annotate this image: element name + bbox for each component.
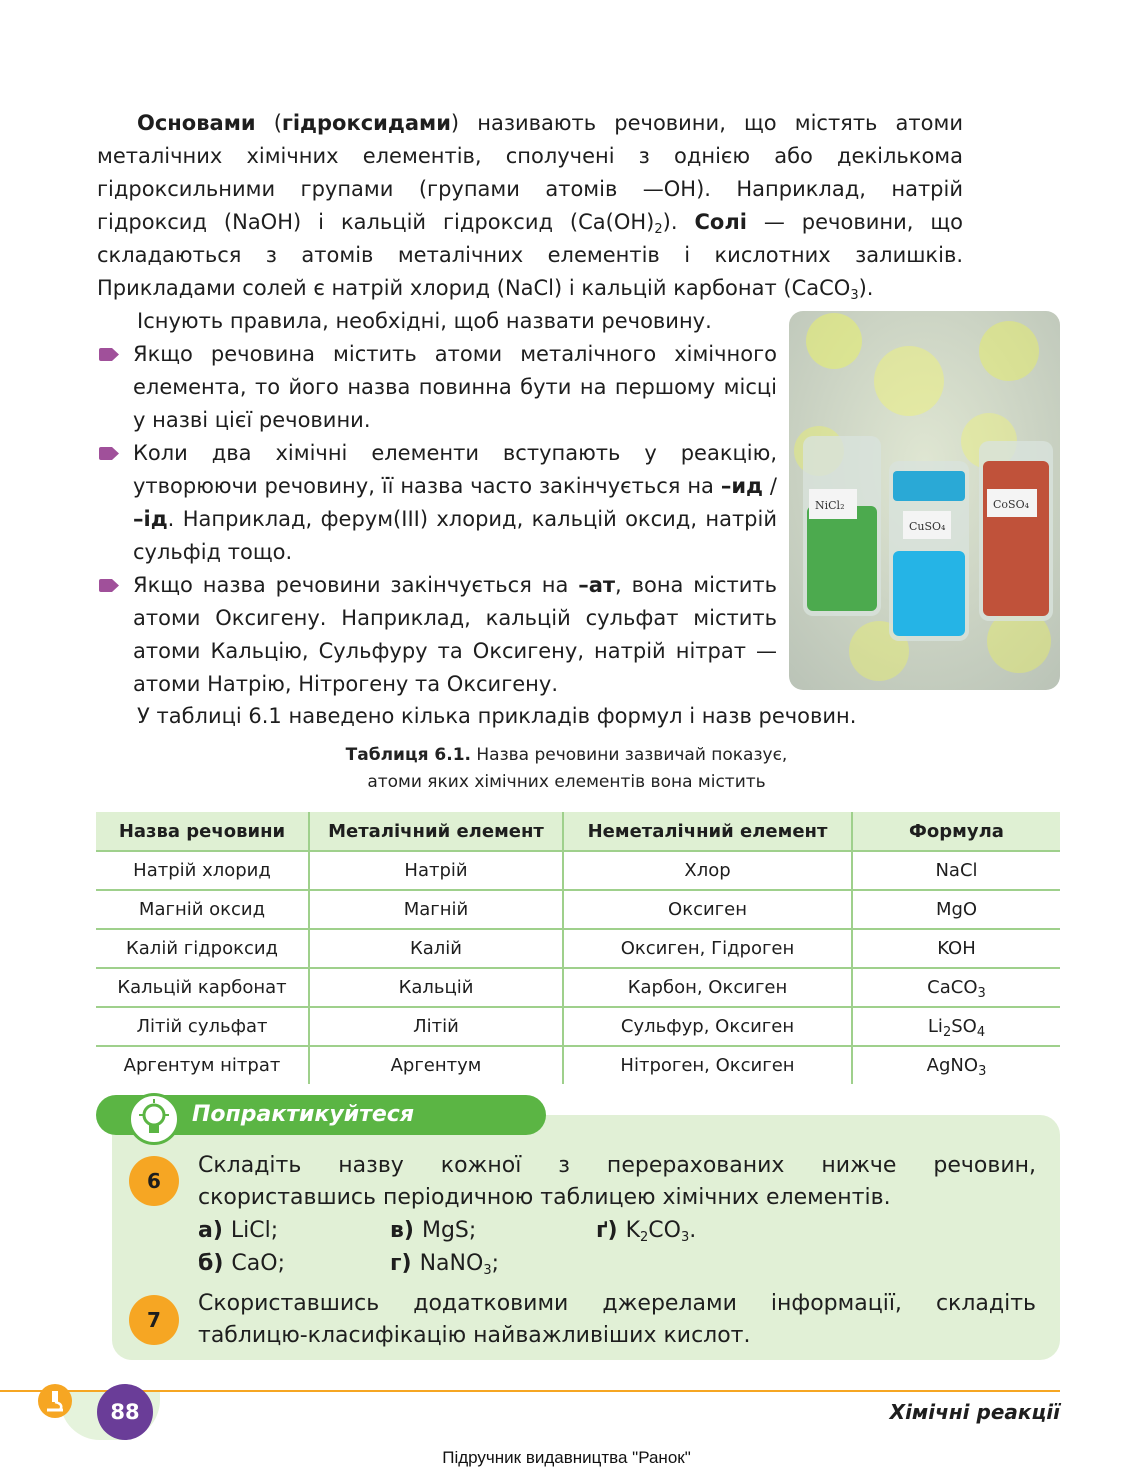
practice-title: Попрактикуйтеся xyxy=(192,1102,414,1127)
suffix-id: –ид xyxy=(720,474,764,498)
formula-cell: AgNO$_3$ xyxy=(926,1055,987,1079)
rule-text: Якщо речовина містить атоми металічного хімічного елемента, то його назва повинна бути на першому місці у назві цієї речовини. xyxy=(133,342,777,432)
suffix-at: –ат xyxy=(578,573,616,597)
microscope-icon xyxy=(38,1384,72,1418)
rule-text: Якщо назва речовини закінчується на xyxy=(133,573,569,597)
formula-cell: KOH xyxy=(852,929,1060,968)
task-number-badge: 7 xyxy=(129,1295,179,1345)
option-label: в) xyxy=(390,1218,414,1243)
formula-cell: CaCO$_3$ xyxy=(852,968,1060,1007)
table-cell: Натрій xyxy=(309,851,563,890)
jar-label: NiCl₂ xyxy=(815,499,845,512)
column-header: Неметалічний елемент xyxy=(563,812,852,851)
lightbulb-puzzle-icon xyxy=(128,1093,180,1145)
rule-item xyxy=(97,437,777,569)
substances-table xyxy=(96,812,1060,1084)
arrow-bullet-icon xyxy=(99,348,119,361)
option-item xyxy=(198,1215,278,1247)
rule-text: , вона містить атоми Оксигену. Наприклад, кальцій сульфат містить атоми Кальцію, Сульфуру та Оксигену, натрій нітрат — атоми Натрію, Нітрогену та Оксигену. xyxy=(133,573,777,696)
table-cell: Літій сульфат xyxy=(96,1007,309,1046)
page-number: 88 xyxy=(97,1384,153,1440)
intro-paragraph: Основами (гідроксидами) називають речовини, що містять атоми металічних хімічних елементів, сполучені з однією або декількома гідроксильними групами (групами атомів —OH). Наприклад, натрій гідроксид (NaOH) і кальцій гідроксид $(Ca(OH)_2)$. Солі — речовини, що складаються з атомів металічних елементів і кислотних залишків. Прикладами солей є натрій хлорид (NaCl) і кальцій карбонат (CaCO$_3$). xyxy=(97,111,963,303)
option-label: г) xyxy=(390,1251,412,1276)
intro-text-4: ). xyxy=(858,276,874,300)
jar-label: CoSO₄ xyxy=(993,498,1030,511)
publisher-note: Підручник видавництва "Ранок" xyxy=(442,1448,691,1467)
task-number-badge: 6 xyxy=(129,1156,179,1206)
table-cell: Кальцій xyxy=(309,968,563,1007)
table-caption xyxy=(0,742,1133,796)
rules-intro: Існують правила, необхідні, щоб назвати речовину. xyxy=(137,309,712,333)
formula-cell: NaCl xyxy=(852,851,1060,890)
term-salts: Солі xyxy=(694,210,747,234)
intro-text-2: ). xyxy=(662,210,678,234)
task-6-text: Складіть назву кожної з перерахованих нижче речовин, скориставшись періодичною таблицею хімічних елементів. xyxy=(198,1153,1036,1210)
table-cell: Сульфур, Оксиген xyxy=(563,1007,852,1046)
term-bases: Основами xyxy=(137,111,256,135)
rule-text: . Наприклад, ферум(III) хлорид, кальцій оксид, натрій сульфід тощо. xyxy=(133,507,777,564)
column-header: Формула xyxy=(852,812,1060,851)
table-row xyxy=(96,968,1060,1007)
option-value: LiCl; xyxy=(230,1218,279,1243)
table-cell: Натрій хлорид xyxy=(96,851,309,890)
option-item xyxy=(596,1215,696,1247)
option-value: CaO; xyxy=(231,1251,285,1276)
option-label: б) xyxy=(198,1251,224,1276)
table-cell: Літій xyxy=(309,1007,563,1046)
caption-line-2: атоми яких хімічних елементів вона містить xyxy=(367,772,766,792)
subscript: 3 xyxy=(850,288,859,303)
column-header: Металічний елемент xyxy=(309,812,563,851)
option-value: NaNO$_3$; xyxy=(419,1251,500,1278)
table-cell: Калій гідроксид xyxy=(96,929,309,968)
table-cell: Калій xyxy=(309,929,563,968)
table-cell: Карбон, Оксиген xyxy=(563,968,852,1007)
table-row xyxy=(96,929,1060,968)
option-value: MgS; xyxy=(421,1218,477,1243)
table-row xyxy=(96,1046,1060,1084)
table-cell: Оксиген xyxy=(563,890,852,929)
salts-jars-photo xyxy=(789,311,1060,690)
task-7-text: Скориставшись додатковими джерелами інформації, складіть таблицю-класифікацію найважливіших кислот. xyxy=(198,1291,1036,1348)
table-cell: Магній xyxy=(309,890,563,929)
table-cell: Магній оксид xyxy=(96,890,309,929)
intro-text-3: — речовини, що складаються з атомів металічних елементів і кислотних залишків. Прикладами солей є натрій хлорид (NaCl) і кальцій карбонат (CaCO xyxy=(97,210,963,300)
table-header-row xyxy=(96,812,1060,851)
option-value: $K_2CO_3$. xyxy=(625,1218,697,1245)
table-cell: Аргентум xyxy=(309,1046,563,1084)
jars-illustration xyxy=(789,311,1060,690)
option-item xyxy=(198,1248,285,1280)
option-item xyxy=(390,1215,476,1247)
table-cell: Хлор xyxy=(563,851,852,890)
arrow-bullet-icon xyxy=(99,447,119,460)
subscript: 2 xyxy=(654,222,663,237)
formula-cell: $Li_2SO_4$ xyxy=(852,1007,1060,1046)
table-intro-text: У таблиці 6.1 наведено кілька прикладів формул і назв речовин. xyxy=(137,704,857,728)
column-header: Назва речовини xyxy=(96,812,309,851)
separator: / xyxy=(769,474,777,498)
table-cell: Оксиген, Гідроген xyxy=(563,929,852,968)
table-row xyxy=(96,851,1060,890)
option-label: ґ) xyxy=(596,1218,618,1243)
intro-text-1: називають речовини, що містять атоми металічних хімічних елементів, сполучені з однією або декількома гідроксильними групами (групами атомів —OH). Наприклад, натрій гідроксид (NaOH) і кальцій гідроксид (Ca(OH) xyxy=(97,111,963,234)
caption-line-1: Назва речовини зазвичай показує, xyxy=(476,745,788,765)
caption-label: Таблиця 6.1. xyxy=(345,745,471,765)
table-row xyxy=(96,1007,1060,1046)
rule-item xyxy=(97,569,777,701)
rule-text: Коли два хімічні елементи вступають у реакцію, утворюючи речовину, її назва часто закінчується на xyxy=(133,441,777,498)
term-hydroxides: гідроксидами xyxy=(281,111,451,135)
jar-label: CuSO₄ xyxy=(909,520,946,533)
suffix-id-ua: –ід xyxy=(133,507,168,531)
table-cell: Нітроген, Оксиген xyxy=(563,1046,852,1084)
table-cell: Аргентум нітрат xyxy=(96,1046,309,1084)
table-row xyxy=(96,890,1060,929)
rules-list xyxy=(97,305,777,701)
option-label: а) xyxy=(198,1218,223,1243)
section-title: Хімічні реакції xyxy=(889,1400,1060,1424)
rule-item xyxy=(97,338,777,437)
table-cell: Кальцій карбонат xyxy=(96,968,309,1007)
option-item xyxy=(390,1248,499,1280)
arrow-bullet-icon xyxy=(99,579,119,592)
formula-cell: MgO xyxy=(852,890,1060,929)
